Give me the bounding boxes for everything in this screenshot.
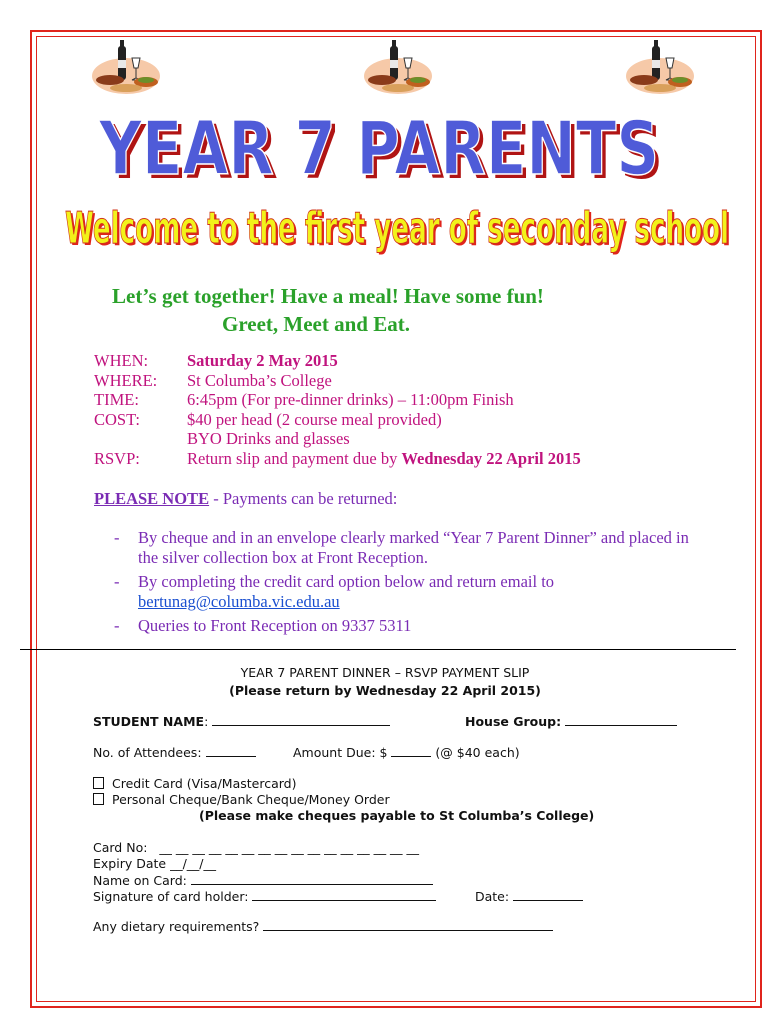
signature-field[interactable] [252,888,436,901]
amount-due-row [293,744,520,760]
list-dash: - [114,572,120,591]
headline-shadow: YEAR 7 PARENTS [102,110,663,192]
email-link[interactable]: bertunag@columba.vic.edu.au [138,592,340,611]
signature-label: Signature of card holder: [93,889,253,904]
subheading-wordart [58,196,738,260]
date-field[interactable] [513,888,583,901]
wine-meal-clipart-icon [90,40,162,96]
card-number-label: Card No: [93,840,148,855]
intro-line-2: Greet, Meet and Eat. [222,312,410,336]
headline-title: YEAR 7 PARENTS [98,106,659,192]
list-dash: - [114,528,120,547]
amount-due-suffix: (@ $40 each) [431,745,520,760]
bullet-credit-card-text: By completing the credit card option below and return email to [138,572,555,591]
student-name-label: STUDENT NAME [93,714,205,729]
cut-line-divider [20,649,736,650]
payment-options-list [114,528,704,640]
list-item [114,572,704,612]
intro-line-1: Let’s get together! Have a meal! Have some fun! [112,284,544,308]
wine-meal-clipart-icon [362,40,434,96]
cost-label: COST: [94,409,140,429]
cost-value-2: BYO Drinks and glasses [187,429,350,448]
credit-card-option[interactable] [93,776,296,791]
attendees-field[interactable] [206,744,256,757]
when-label: WHEN: [94,351,149,370]
note-text: - Payments can be returned: [209,489,398,508]
name-on-card-row [93,872,433,888]
attendees-label: No. of Attendees: [93,745,206,760]
when-value: Saturday 2 May 2015 [187,351,338,370]
intro-text [112,282,544,338]
rsvp-value [187,449,581,469]
card-number-field[interactable]: __ __ __ __ __ __ __ __ __ __ __ __ __ __ __ __ [159,840,420,855]
rsvp-date: Wednesday 22 April 2015 [401,448,581,468]
subheading-outline: Welcome to the first year of seconday school [67,205,731,256]
detail-time [94,390,581,410]
wine-meal-clipart-icon [624,40,696,96]
cheque-payable-note: (Please make cheques payable to St Columba’s College) [199,808,595,823]
name-on-card-field[interactable] [191,872,433,885]
expiry-label: Expiry Date [93,856,171,871]
slip-title: YEAR 7 PARENT DINNER – RSVP PAYMENT SLIP [240,665,530,680]
bullet-credit-card [138,572,554,612]
student-name-field[interactable] [212,713,390,726]
rsvp-text: Return slip and payment due by [187,448,402,468]
house-group-field[interactable] [565,713,677,726]
detail-cost-2 [94,429,581,449]
list-item [114,616,704,636]
where-label: WHERE: [94,370,158,390]
rsvp-payment-slip [93,664,693,934]
amount-due-field[interactable] [391,744,431,757]
please-note [94,489,397,509]
dietary-row [93,918,553,934]
slip-subtitle: (Please return by Wednesday 22 April 2015) [229,683,541,698]
list-dash: - [114,616,120,635]
student-name-row: STUDENT NAME: [93,713,390,729]
attendees-row [93,744,256,760]
cost-value: $40 per head (2 course meal provided) [187,409,442,429]
amount-due-label: Amount Due: $ [293,745,392,760]
bullet-queries: Queries to Front Reception on 9337 5311 [138,616,412,635]
detail-cost [94,410,581,430]
bullet-cheque: By cheque and in an envelope clearly marked “Year 7 Parent Dinner” and placed in the silver collection box at Front Reception. [138,528,689,567]
where-value: St Columba’s College [187,370,332,390]
cheque-option[interactable] [93,792,390,807]
time-value: 6:45pm (For pre-dinner drinks) – 11:00pm Finish [187,390,514,409]
detail-where [94,371,581,391]
date-label: Date: [475,889,514,904]
card-number-row [93,840,419,855]
detail-rsvp [94,449,581,469]
dietary-field[interactable] [263,918,553,931]
signature-row [93,888,436,904]
detail-when [94,351,581,371]
cheque-option-label: Personal Cheque/Bank Cheque/Money Order [112,792,390,807]
time-label: TIME: [94,390,139,409]
credit-card-checkbox[interactable] [93,777,104,789]
event-details [94,351,581,468]
date-row [475,888,583,904]
house-group-row [465,713,677,729]
dietary-label: Any dietary requirements? [93,919,264,934]
house-group-label: House Group: [465,714,566,729]
rsvp-label: RSVP: [94,448,140,468]
subheading-text: Welcome to the first year of seconday school [65,203,729,254]
expiry-row [93,856,216,871]
slip-heading [93,664,677,700]
list-item [114,528,704,568]
headline-wordart [95,100,665,192]
expiry-field[interactable]: __/__/__ [170,856,217,871]
note-label: PLEASE NOTE [94,489,210,508]
credit-card-option-label: Credit Card (Visa/Mastercard) [112,776,297,791]
cheque-checkbox[interactable] [93,793,104,805]
name-on-card-label: Name on Card: [93,873,191,888]
